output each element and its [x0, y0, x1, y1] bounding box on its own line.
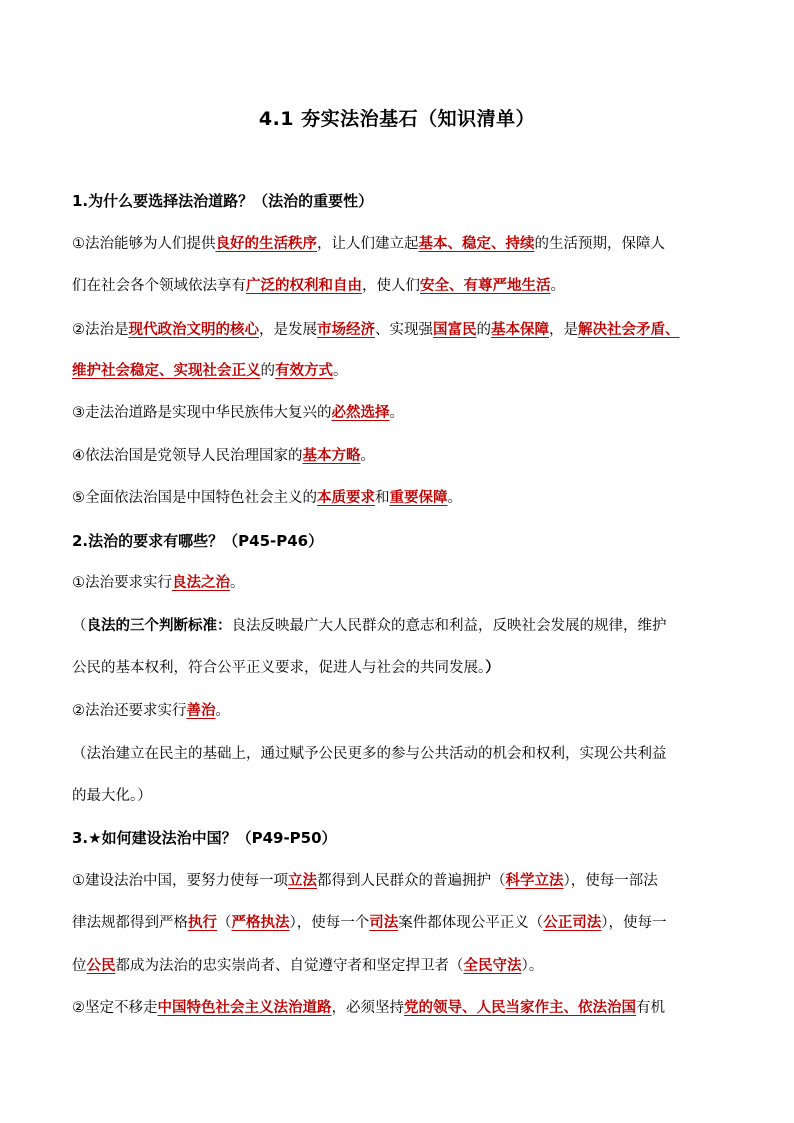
s1-p2-line2 [72, 361, 732, 381]
s3-p2 [72, 998, 732, 1018]
text: ），使每一 [601, 915, 667, 931]
text: ①法治能够为人们提供 [72, 236, 216, 252]
s1-p4 [72, 446, 732, 466]
keyword: 市场经济 [317, 322, 375, 338]
section-3-heading: 3.★如何建设法治中国？（P49-P50） [72, 829, 337, 847]
keyword: 广泛的权利和自由 [246, 278, 362, 294]
text: ），使每一部法 [563, 873, 658, 889]
keyword: 司法 [369, 915, 399, 931]
text: 。 [447, 490, 462, 506]
s2-p2 [72, 701, 732, 721]
text: 公民的基本权利，符合公平正义要求，促进人与社会的共同发展。 [72, 660, 486, 676]
text: ，是 [549, 322, 578, 338]
keyword: 国富民 [433, 322, 477, 338]
text: 。 [550, 278, 565, 294]
keyword: 公民 [86, 958, 116, 974]
section-2-heading: 2.法治的要求有哪些？（P45-P46） [72, 532, 324, 550]
s2-note2-line1: （法治建立在民主的基础上，通过赋予公民更多的参与公共活动的机会和权利，实现公共利益 [72, 746, 667, 762]
keyword: 本质要求 [317, 490, 375, 506]
keyword: 良法之治 [172, 575, 230, 591]
s1-p1-line1 [72, 234, 732, 254]
s2-note1-line1 [72, 616, 732, 636]
text: 案件都体现公平正义（ [398, 915, 544, 931]
keyword: 必然选择 [331, 405, 390, 421]
keyword: 重要保障 [389, 490, 448, 506]
text: ②法治还要求实行 [72, 703, 187, 719]
text: ④依法治国是党领导人民治理国家的 [72, 448, 303, 464]
text: 。 [360, 448, 375, 464]
s3-p1-line2 [72, 913, 732, 933]
text: 。 [215, 703, 230, 719]
text: 有机 [636, 1000, 665, 1016]
text: 们在社会各个领域依法享有 [72, 278, 246, 294]
text: ，使人们 [362, 278, 420, 294]
bold-text: 良法的三个判断标准： [86, 618, 232, 634]
text: ②坚定不移走 [72, 1000, 158, 1016]
keyword: 基本方略 [302, 448, 361, 464]
s1-p2-line1 [72, 320, 732, 340]
text: 的 [476, 322, 491, 338]
text: 。 [230, 575, 245, 591]
text: 和 [375, 490, 390, 506]
keyword: 立法 [288, 873, 317, 889]
text: 。 [333, 363, 348, 379]
keyword: 公正司法 [543, 915, 602, 931]
keyword: 维护社会稳定、实现社会正义 [72, 363, 261, 379]
text: 位 [72, 958, 87, 974]
text: ③走法治道路是实现中华民族伟大复兴的 [72, 405, 332, 421]
s2-note1-line2 [72, 658, 732, 678]
keyword: 基本保障 [491, 322, 549, 338]
bold-text: ） [485, 660, 500, 676]
text: ，必须坚持 [331, 1000, 404, 1016]
text: ⑤全面依法治国是中国特色社会主义的 [72, 490, 317, 506]
text: ）。 [521, 958, 544, 974]
page-title: 4.1 夯实法治基石（知识清单） [258, 108, 536, 130]
text: （ [217, 915, 232, 931]
text: 的生活预期，保障人 [534, 236, 665, 252]
s1-p1-line2 [72, 276, 732, 296]
text: 都得到人民群众的普遍拥护（ [317, 873, 506, 889]
text: ，让人们建立起 [317, 236, 419, 252]
text: （ [72, 618, 87, 634]
keyword: 良好的生活秩序 [215, 236, 317, 252]
keyword: 安全、有尊严地生活 [420, 278, 551, 294]
keyword: 基本、稳定、持续 [418, 236, 535, 252]
s3-p1-line1 [72, 871, 732, 891]
text: 。 [389, 405, 404, 421]
text: 都成为法治的忠实崇尚者、自觉遵守者和坚定捍卫者（ [115, 958, 464, 974]
text: ②法治是 [72, 322, 129, 338]
s1-p3 [72, 403, 732, 423]
keyword: 严格执法 [231, 915, 290, 931]
text: ，是发展 [259, 322, 317, 338]
text: 良法反映最广大人民群众的意志和利益，反映社会发展的规律，维护 [231, 618, 667, 634]
text: 、实现强 [375, 322, 433, 338]
keyword: 全民守法 [463, 958, 522, 974]
text: 律法规都得到严格 [72, 915, 188, 931]
keyword: 有效方式 [275, 363, 333, 379]
keyword: 中国特色社会主义法治道路 [157, 1000, 332, 1016]
text: ①建设法治中国，要努力使每一项 [72, 873, 288, 889]
keyword: 善治 [186, 703, 216, 719]
keyword: 科学立法 [505, 873, 564, 889]
keyword: 党的领导、人民当家作主、依法治国 [404, 1000, 636, 1016]
text: ），使每一个 [289, 915, 370, 931]
text: ①法治要求实行 [72, 575, 172, 591]
keyword: 现代政治文明的核心 [128, 322, 259, 338]
section-1-heading: 1.为什么要选择法治道路？（法治的重要性） [72, 192, 374, 210]
s2-p1 [72, 573, 732, 593]
text: 的 [260, 363, 275, 379]
keyword: 解决社会矛盾、 [578, 322, 680, 338]
keyword: 执行 [188, 915, 217, 931]
s3-p1-line3 [72, 956, 732, 976]
s1-p5 [72, 488, 732, 508]
s2-note2-line2: 的最大化。） [72, 788, 152, 804]
